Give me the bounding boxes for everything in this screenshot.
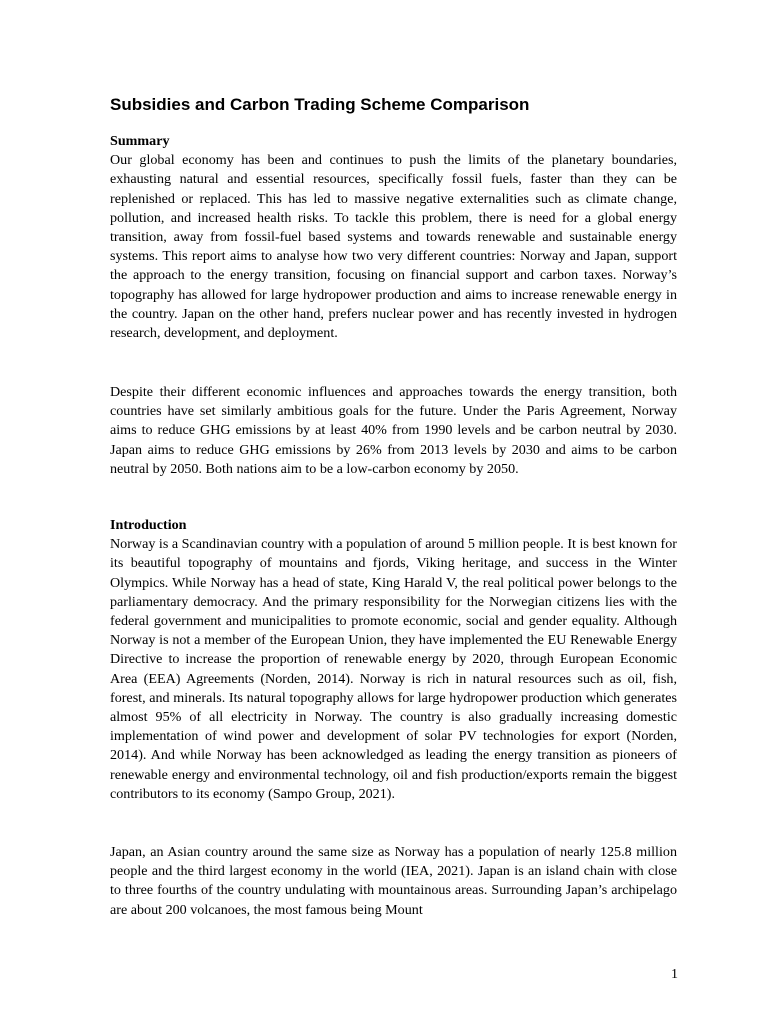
page-number: 1: [671, 967, 678, 982]
introduction-heading: Introduction: [110, 517, 187, 533]
summary-section: [110, 132, 677, 343]
introduction-paragraph-1: Norway is a Scandinavian country with a population of around 5 million people. It is best known for its beautiful topography of mountains and fjords, Viking heritage, and success in the Winter Olympics. While Norway has a head of state, King Harald V, the real political power belongs to the parliamentary democracy. And the primary responsibility for the Norwegian citizens lies with the federal government and municipalities to promote economic, social and gender equality. Although Norway is not a member of the European Union, they have implemented the EU Renewable Energy Directive to increase the proportion of renewable energy by 2020, through European Economic Area (EEA) Agreements (Norden, 2014). Norway is rich in natural resources such as oil, fish, forest, and minerals. Its natural topography allows for large hydropower production which generates almost 95% of all electricity in Norway. The country is also gradually increasing domestic implementation of wind power and development of solar PV technologies for export (Norden, 2014). And while Norway has been acknowledged as leading the energy transition as pioneers of renewable energy and environmental technology, oil and fish production/exports remain the biggest contributors to its economy (Sampo Group, 2021).: [110, 536, 677, 802]
introduction-section-continued: [110, 843, 677, 920]
document-title: Subsidies and Carbon Trading Scheme Comparison: [110, 95, 530, 114]
summary-heading: Summary: [110, 133, 170, 149]
summary-section-continued: [110, 383, 677, 479]
introduction-paragraph-2: Japan, an Asian country around the same size as Norway has a population of nearly 125.8 million people and the third largest economy in the world (IEA, 2021). Japan is an island chain with close to three fourths of the country undulating with mountainous areas. Surrounding Japan’s archipelago are about 200 volcanoes, the most famous being Mount: [110, 844, 677, 918]
introduction-section: [110, 516, 677, 804]
summary-paragraph-1: Our global economy has been and continues to push the limits of the planetary boundaries, exhausting natural and essential resources, specifically fossil fuels, faster than they can be replenished or replaced. This has led to massive negative externalities such as climate change, pollution, and increased health risks. To tackle this problem, there is need for a global energy transition, away from fossil-fuel based systems and towards renewable and sustainable energy systems. This report aims to analyse how two very different countries: Norway and Japan, support the approach to the energy transition, focusing on financial support and carbon taxes. Norway’s topography has allowed for large hydropower production and aims to increase renewable energy in the country. Japan on the other hand, prefers nuclear power and has recently invested in hydrogen research, development, and deployment.: [110, 152, 677, 342]
summary-paragraph-2: Despite their different economic influences and approaches towards the energy transition, both countries have set similarly ambitious goals for the future. Under the Paris Agreement, Norway aims to reduce GHG emissions by at least 40% from 1990 levels and be carbon neutral by 2030. Japan aims to reduce GHG emissions by 26% from 2013 levels by 2030 and aims to be carbon neutral by 2050. Both nations aim to be a low-carbon economy by 2050.: [110, 384, 677, 477]
